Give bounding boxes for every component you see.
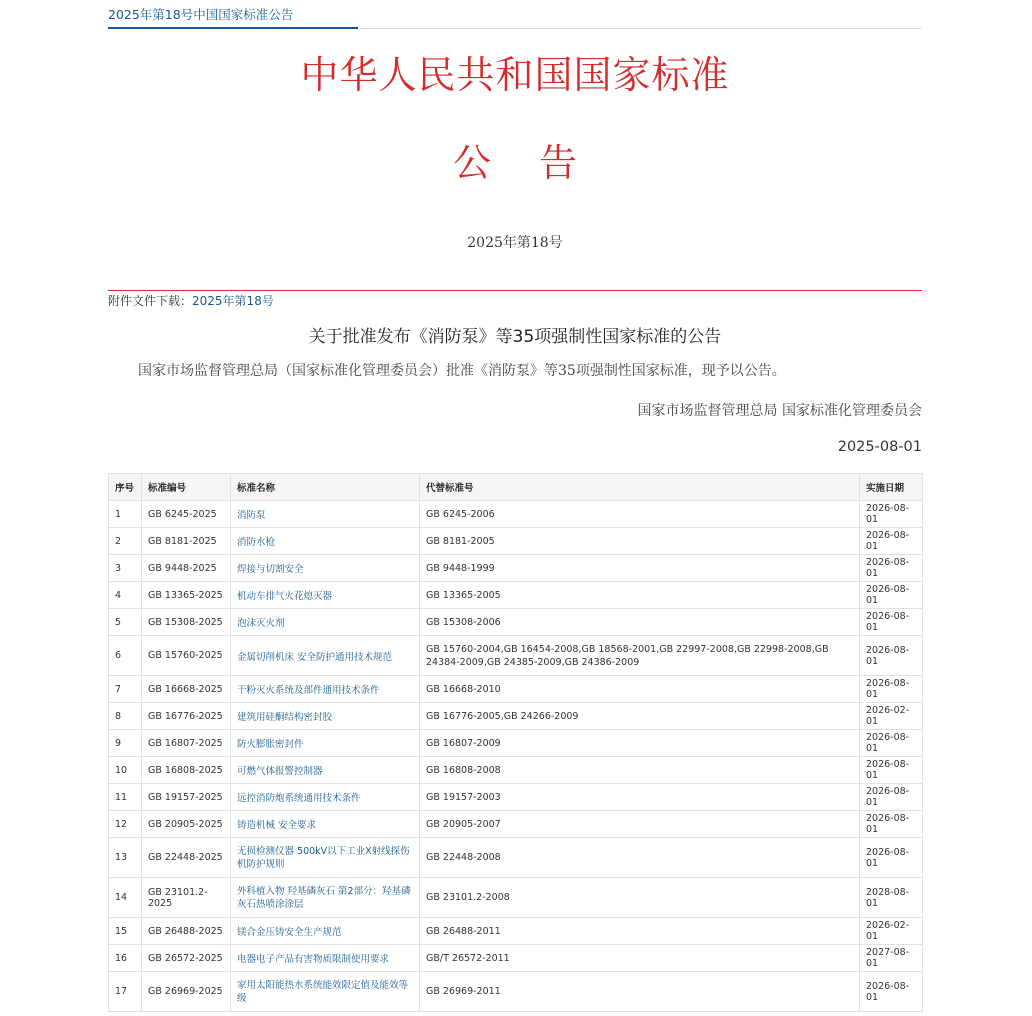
announcement-title: 关于批准发布《消防泵》等35项强制性国家标准的公告 (308, 327, 722, 347)
row-code: GB 19157-2025 (142, 784, 231, 811)
table-row (109, 878, 923, 918)
announcement-body: 国家市场监督管理总局（国家标准化管理委员会）批准《消防泵》等35项强制性国家标准，现予以公告。 (138, 363, 786, 379)
row-no: 6 (109, 636, 142, 676)
header-replace: 代替标准号 (420, 474, 860, 501)
row-code: GB 26488-2025 (142, 918, 231, 945)
row-date: 2026-02-01 (860, 918, 923, 945)
row-replace: GB/T 26572-2011 (420, 945, 860, 972)
row-name-link[interactable]: 远控消防炮系统通用技术条件 (231, 784, 420, 811)
table-row (109, 730, 923, 757)
row-no: 1 (109, 501, 142, 528)
row-name-text: 无损检测仪器 500kV以下工业X射线探伤机防护规则 (237, 845, 410, 870)
row-date: 2026-08-01 (860, 784, 923, 811)
row-replace: GB 16807-2009 (420, 730, 860, 757)
row-code: GB 13365-2025 (142, 582, 231, 609)
row-date: 2026-08-01 (860, 555, 923, 582)
row-code: GB 16808-2025 (142, 757, 231, 784)
row-replace: GB 23101.2-2008 (420, 878, 860, 918)
table-row (109, 501, 923, 528)
row-no: 11 (109, 784, 142, 811)
row-code: GB 16668-2025 (142, 676, 231, 703)
row-no: 3 (109, 555, 142, 582)
announcement-number: 2025年第18号 (467, 235, 563, 251)
row-date: 2027-08-01 (860, 945, 923, 972)
row-name-link[interactable]: 干粉灭火系统及部件通用技术条件 (231, 676, 420, 703)
row-no: 12 (109, 811, 142, 838)
row-no: 15 (109, 918, 142, 945)
document-title: 中华人民共和国国家标准 (300, 53, 730, 97)
row-no: 14 (109, 878, 142, 918)
row-code: GB 15308-2025 (142, 609, 231, 636)
row-replace: GB 16808-2008 (420, 757, 860, 784)
row-date: 2026-08-01 (860, 636, 923, 676)
table-row (109, 811, 923, 838)
row-name-link[interactable]: 建筑用硅酮结构密封胶 (231, 703, 420, 730)
row-code: GB 16807-2025 (142, 730, 231, 757)
table-row (109, 528, 923, 555)
row-replace: GB 20905-2007 (420, 811, 860, 838)
row-name-link[interactable]: 焊接与切割安全 (231, 555, 420, 582)
row-code: GB 8181-2025 (142, 528, 231, 555)
row-name-link[interactable]: 消防水枪 (231, 528, 420, 555)
row-name-link[interactable]: 可燃气体报警控制器 (231, 757, 420, 784)
row-code: GB 6245-2025 (142, 501, 231, 528)
header-code: 标准编号 (142, 474, 231, 501)
table-row (109, 838, 923, 878)
breadcrumb (108, 0, 922, 29)
announcement-date: 2025-08-01 (837, 439, 922, 455)
row-date: 2026-02-01 (860, 703, 923, 730)
announcement-signature: 国家市场监督管理总局 国家标准化管理委员会 (637, 403, 922, 419)
table-row (109, 945, 923, 972)
attachment-label: 附件文件下载： (108, 294, 193, 308)
table-row (109, 582, 923, 609)
table-row (109, 784, 923, 811)
row-replace: GB 6245-2006 (420, 501, 860, 528)
row-replace: GB 13365-2005 (420, 582, 860, 609)
row-date: 2026-08-01 (860, 501, 923, 528)
row-name-link[interactable] (231, 838, 420, 878)
document-subtitle (108, 132, 922, 187)
table-row (109, 636, 923, 676)
table-row (109, 609, 923, 636)
row-code: GB 22448-2025 (142, 838, 231, 878)
subtitle-char-right: 告 (539, 141, 578, 185)
header-no: 序号 (109, 474, 142, 501)
row-no: 10 (109, 757, 142, 784)
row-replace: GB 19157-2003 (420, 784, 860, 811)
row-name-link[interactable]: 电器电子产品有害物质限制使用要求 (231, 945, 420, 972)
row-date: 2026-08-01 (860, 811, 923, 838)
row-name-link[interactable]: 泡沫灭火剂 (231, 609, 420, 636)
row-date: 2026-08-01 (860, 972, 923, 1012)
row-replace: GB 22448-2008 (420, 838, 860, 878)
row-code: GB 16776-2025 (142, 703, 231, 730)
table-row (109, 972, 923, 1012)
table-row (109, 555, 923, 582)
row-date: 2026-08-01 (860, 609, 923, 636)
row-name-link[interactable]: 消防泵 (231, 501, 420, 528)
row-no: 2 (109, 528, 142, 555)
row-name-text: 外科植入物 羟基磷灰石 第2部分：羟基磷灰石热喷涂涂层 (237, 885, 411, 910)
row-replace: GB 16776-2005,GB 24266-2009 (420, 703, 860, 730)
table-header-row (109, 474, 923, 501)
row-replace: GB 16668-2010 (420, 676, 860, 703)
row-name-link[interactable]: 金属切削机床 安全防护通用技术规范 (231, 636, 420, 676)
row-no: 8 (109, 703, 142, 730)
table-row (109, 703, 923, 730)
table-row (109, 676, 923, 703)
row-no: 13 (109, 838, 142, 878)
row-date: 2028-08-01 (860, 878, 923, 918)
row-code: GB 23101.2-2025 (142, 878, 231, 918)
breadcrumb-underline (108, 27, 358, 29)
header-name: 标准名称 (231, 474, 420, 501)
header-date: 实施日期 (860, 474, 923, 501)
row-no: 4 (109, 582, 142, 609)
row-no: 5 (109, 609, 142, 636)
row-code: GB 9448-2025 (142, 555, 231, 582)
row-no: 17 (109, 972, 142, 1012)
row-replace: GB 8181-2005 (420, 528, 860, 555)
row-date: 2026-08-01 (860, 838, 923, 878)
row-code: GB 15760-2025 (142, 636, 231, 676)
row-replace: GB 9448-1999 (420, 555, 860, 582)
row-no: 16 (109, 945, 142, 972)
table-row (109, 757, 923, 784)
row-code: GB 26572-2025 (142, 945, 231, 972)
row-date: 2026-08-01 (860, 676, 923, 703)
row-no: 7 (109, 676, 142, 703)
row-replace: GB 15308-2006 (420, 609, 860, 636)
row-date: 2026-08-01 (860, 757, 923, 784)
row-replace: GB 26969-2011 (420, 972, 860, 1012)
page-container (108, 0, 922, 1004)
row-name-link[interactable]: 铸造机械 安全要求 (231, 811, 420, 838)
row-name-link[interactable]: 机动车排气火花熄灭器 (231, 582, 420, 609)
row-name-link[interactable]: 镁合金压铸安全生产规范 (231, 918, 420, 945)
row-name-link[interactable]: 防火膨胀密封件 (231, 730, 420, 757)
row-date: 2026-08-01 (860, 528, 923, 555)
row-name-text: 家用太阳能热水系统能效限定值及能效等级 (237, 979, 409, 1004)
row-replace: GB 26488-2011 (420, 918, 860, 945)
standards-table (108, 473, 923, 1012)
row-date: 2026-08-01 (860, 582, 923, 609)
attachment-link[interactable]: 2025年第18号 (192, 294, 274, 308)
row-no: 9 (109, 730, 142, 757)
table-row (109, 918, 923, 945)
row-name-link[interactable] (231, 878, 420, 918)
red-divider (108, 280, 922, 291)
row-code: GB 26969-2025 (142, 972, 231, 1012)
row-name-link[interactable] (231, 972, 420, 1012)
subtitle-char-left: 公 (452, 141, 491, 185)
breadcrumb-link[interactable]: 2025年第18号中国国家标准公告 (108, 7, 294, 22)
row-date: 2026-08-01 (860, 730, 923, 757)
row-code: GB 20905-2025 (142, 811, 231, 838)
attachment-row (108, 292, 274, 309)
row-replace: GB 15760-2004,GB 16454-2008,GB 18568-2001,GB 22997-2008,GB 22998-2008,GB 24384-2009,GB 24385-2009,GB 24386-2009 (420, 636, 860, 676)
